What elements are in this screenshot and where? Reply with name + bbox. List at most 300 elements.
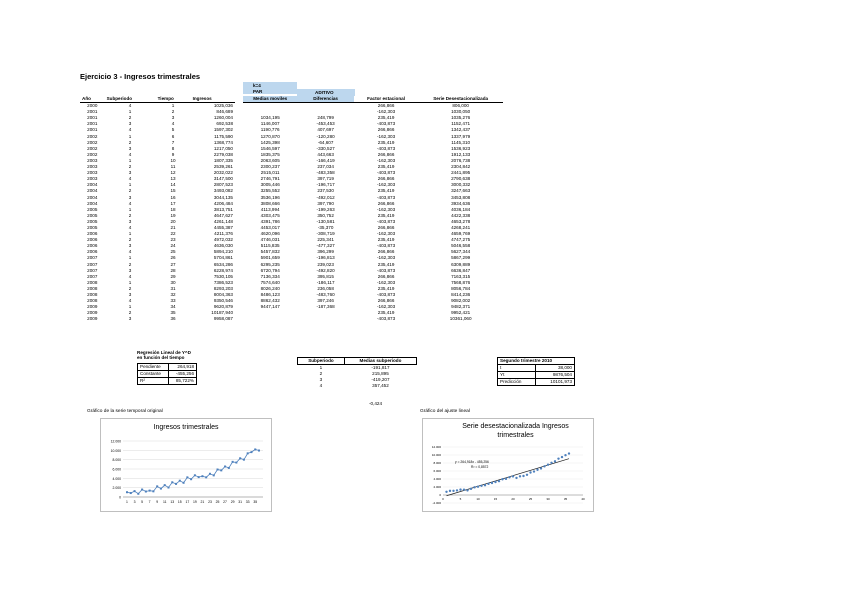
- cell-income: 3044,135: [213, 194, 233, 200]
- cell-year: 2008: [87, 285, 98, 291]
- cell-year: 2003: [87, 170, 98, 176]
- calc-row: [243, 103, 503, 110]
- cell-time: 7: [171, 139, 175, 145]
- prediction-label: t: [498, 365, 536, 372]
- cell-deseasonalized: 3934,636: [451, 200, 471, 206]
- cell-moving-avg: 9447,147: [260, 304, 280, 310]
- cell-seasonal-factor: 266,866: [377, 176, 395, 182]
- data-point: [194, 474, 196, 476]
- cell-subperiod: 2: [128, 237, 132, 243]
- cell-income: 8293,203: [213, 285, 233, 291]
- y-tick-label: 2.000: [112, 486, 121, 491]
- cell-income: 7530,105: [213, 273, 233, 279]
- cell-seasonal-factor: 266,866: [377, 200, 395, 206]
- header-subperiod-means: Medias subperiodo: [344, 358, 416, 365]
- cell-time: 3: [171, 115, 175, 121]
- cell-income: 846,689: [216, 109, 233, 115]
- y-tick-label: 10.000: [431, 453, 441, 458]
- data-point: [501, 478, 503, 480]
- cell-deseasonalized: 2790,638: [451, 176, 471, 182]
- cell-deseasonalized: 1536,923: [451, 145, 471, 151]
- data-point: [167, 487, 169, 489]
- data-point: [519, 475, 521, 477]
- data-point: [175, 483, 177, 485]
- regression-table: [137, 363, 197, 385]
- data-point: [459, 488, 461, 490]
- cell-year: 2005: [87, 212, 98, 218]
- cell-subperiod: 4: [128, 298, 132, 304]
- cell-seasonal-factor: 266,866: [377, 103, 395, 109]
- cell-seasonal-factor: -162,303: [377, 231, 396, 237]
- par-label: PAR: [253, 89, 263, 94]
- cell-time: 33: [170, 298, 176, 304]
- cell-subperiod: 4: [128, 200, 132, 206]
- data-point: [484, 484, 486, 486]
- regression-label: Pendiente: [138, 364, 169, 371]
- cell-subperiod: 1: [128, 304, 132, 310]
- cell-income: 6534,286: [213, 261, 233, 267]
- cell-deseasonalized: 9952,421: [451, 310, 471, 316]
- cell-subperiod: 3: [128, 145, 132, 151]
- cell-year: 2006: [87, 237, 98, 243]
- cell-deseasonalized: 2304,842: [451, 164, 471, 170]
- data-point: [224, 466, 226, 468]
- cell-moving-avg: [243, 316, 297, 322]
- cell-deseasonalized: 4036,184: [451, 206, 471, 212]
- cell-seasonal-factor: 235,419: [377, 212, 395, 218]
- cell-seasonal-factor: 235,419: [377, 139, 395, 145]
- cell-deseasonalized: 1030,050: [451, 109, 471, 115]
- header-differences: Diferencias: [297, 96, 353, 103]
- cell-subperiod: 3: [128, 243, 132, 249]
- right-chart-caption: Gráfico del ajuste lineal: [420, 409, 470, 414]
- cell-subperiod: 3: [128, 170, 132, 176]
- regression-label: R²: [138, 378, 169, 385]
- cell-seasonal-factor: -162,303: [377, 206, 396, 212]
- left-chart-svg: [101, 419, 271, 511]
- subperiod-mean: -191,817: [371, 365, 390, 371]
- cell-deseasonalized: 2441,895: [451, 170, 471, 176]
- data-point: [564, 454, 566, 456]
- cell-subperiod: 3: [128, 316, 132, 322]
- cell-moving-avg: 4391,786: [260, 218, 280, 224]
- cell-difference: 237,034: [317, 164, 334, 170]
- cell-income: 9620,879: [213, 304, 233, 310]
- cell-deseasonalized: 10361,060: [449, 316, 472, 322]
- header-moving-avg: Medias moviles: [243, 96, 297, 103]
- data-point: [498, 480, 500, 482]
- data-point: [130, 492, 132, 494]
- cell-moving-avg: 3808,666: [260, 200, 280, 206]
- y-tick-label: 4.000: [433, 477, 441, 482]
- regression-value: 85,722%: [169, 378, 197, 385]
- cell-moving-avg: 1425,398: [260, 139, 280, 145]
- data-point: [156, 485, 158, 487]
- data-point: [480, 485, 482, 487]
- cell-difference: 248,799: [317, 115, 334, 121]
- cell-difference: 396,299: [317, 249, 334, 255]
- cell-moving-avg: 8026,240: [260, 285, 280, 291]
- cell-income: 692,538: [216, 121, 233, 127]
- left-chart-frame: [100, 418, 272, 512]
- subperiod-table: [297, 357, 417, 389]
- header-year: Año: [80, 96, 105, 103]
- cell-time: 5: [171, 127, 175, 133]
- cell-moving-avg: 8862,432: [260, 298, 280, 304]
- cell-seasonal-factor: -162,303: [377, 133, 396, 139]
- y-tick-label: 10.000: [110, 448, 121, 453]
- cell-subperiod: 4: [128, 103, 132, 109]
- cell-deseasonalized: 6309,889: [451, 261, 471, 267]
- cell-moving-avg: 3005,446: [260, 182, 280, 188]
- cell-difference: 407,697: [317, 127, 334, 133]
- y-tick-label: 8.000: [433, 461, 441, 466]
- cell-seasonal-factor: -403,873: [377, 316, 396, 322]
- cell-time: 31: [170, 285, 176, 291]
- cell-seasonal-factor: 266,866: [377, 273, 395, 279]
- cell-income: 1025,036: [213, 103, 233, 109]
- trend-equation: y = 264,918x - 455,256: [455, 460, 489, 464]
- cell-time: 21: [170, 224, 176, 230]
- y-tick-label: 12.000: [431, 445, 441, 450]
- subperiod-header-row: [298, 358, 417, 365]
- cell-time: 29: [170, 273, 176, 279]
- prediction-title: Segundo trimestre 2010: [498, 358, 575, 365]
- data-point: [254, 448, 256, 450]
- cell-year: 2005: [87, 224, 98, 230]
- cell-time: 20: [170, 218, 176, 224]
- cell-difference: -477,327: [316, 243, 335, 249]
- cell-subperiod: 2: [128, 139, 132, 145]
- cell-seasonal-factor: 235,419: [377, 310, 395, 316]
- data-point: [550, 462, 552, 464]
- data-point: [561, 456, 563, 458]
- cell-year: 2005: [87, 218, 98, 224]
- cell-deseasonalized: 4653,278: [451, 218, 471, 224]
- calc-row: [243, 316, 503, 322]
- x-tick-label: 1: [126, 500, 128, 504]
- subperiod-index: 3: [319, 377, 323, 383]
- cell-difference: -196,813: [316, 255, 335, 261]
- cell-seasonal-factor: 235,419: [377, 237, 395, 243]
- regression-title-line1: Regresión Lineal de Y^D: [137, 350, 191, 355]
- cell-year: 2007: [87, 273, 98, 279]
- cell-moving-avg: 6720,794: [260, 267, 280, 273]
- data-point: [536, 469, 538, 471]
- data-point: [554, 460, 556, 462]
- cell-moving-avg: 5115,835: [260, 243, 280, 249]
- cell-income: 3147,500: [213, 176, 233, 182]
- cell-income: 4211,376: [214, 231, 233, 237]
- cell-seasonal-factor: 235,419: [377, 285, 395, 291]
- subperiod-index: 4: [319, 383, 323, 389]
- cell-seasonal-factor: 235,419: [377, 164, 395, 170]
- cell-seasonal-factor: 266,866: [377, 127, 395, 133]
- right-chart-title: Serie desestacionalizada Ingresos trimestrales: [462, 423, 569, 439]
- page-title: Ejercicio 3 - Ingresos trimestrales: [80, 72, 201, 81]
- cell-time: 8: [171, 145, 175, 151]
- cell-deseasonalized: 8414,236: [451, 292, 471, 297]
- cell-difference: -199,263: [316, 206, 335, 212]
- y-tick-label: 6.000: [112, 467, 121, 472]
- cell-deseasonalized: 1035,276: [451, 115, 471, 121]
- cell-time: 23: [170, 237, 176, 243]
- cell-seasonal-factor: -403,873: [377, 194, 396, 200]
- cell-seasonal-factor: -403,873: [377, 218, 396, 224]
- cell-subperiod: 4: [128, 127, 132, 133]
- subperiod-mean: 215,895: [372, 371, 389, 377]
- cell-year: 2006: [87, 231, 98, 237]
- regression-label: Constante: [138, 371, 169, 378]
- prediction-table: [497, 357, 575, 386]
- x-tick-label: 30: [546, 497, 550, 501]
- header-time: Tiempo: [156, 96, 191, 103]
- cell-year: 2009: [87, 304, 98, 310]
- data-point: [463, 488, 465, 490]
- data-point: [134, 490, 136, 492]
- cell-deseasonalized: 5627,344: [451, 249, 471, 255]
- data-point: [217, 468, 219, 470]
- cell-moving-avg: 1034,195: [260, 115, 280, 121]
- regression-row: [138, 371, 197, 378]
- cell-subperiod: 2: [128, 164, 132, 170]
- cell-moving-avg: 3255,552: [260, 188, 280, 194]
- cell-deseasonalized: 5867,299: [451, 255, 471, 261]
- cell-deseasonalized: 4747,275: [451, 237, 471, 243]
- prediction-value: 9876,504: [536, 372, 575, 379]
- cell-deseasonalized: 8056,784: [451, 285, 471, 291]
- cell-seasonal-factor: 266,866: [377, 298, 395, 304]
- data-point: [220, 469, 222, 471]
- cell-moving-avg: 4746,031: [260, 237, 280, 243]
- right-chart-svg: [423, 419, 593, 511]
- main-data-table: [80, 96, 235, 322]
- x-tick-label: 25: [215, 500, 220, 504]
- cell-time: 35: [170, 310, 176, 316]
- y-tick-label: 6.000: [433, 469, 441, 474]
- cell-year: 2003: [87, 164, 98, 170]
- data-point: [491, 482, 493, 484]
- data-point: [247, 452, 249, 454]
- cell-year: 2007: [87, 267, 98, 273]
- x-tick-label: 33: [245, 500, 250, 504]
- cell-time: 12: [170, 170, 176, 176]
- x-tick-label: 35: [253, 500, 258, 504]
- cell-moving-avg: 1546,597: [260, 145, 280, 151]
- data-point: [205, 476, 207, 478]
- x-tick-label: 40: [581, 497, 585, 501]
- subperiod-mean: 357,452: [372, 383, 389, 389]
- cell-difference: -453,453: [316, 121, 335, 127]
- cell-seasonal-factor: 266,866: [377, 151, 395, 157]
- cell-seasonal-factor: 266,866: [377, 249, 395, 255]
- cell-moving-avg: 1270,870: [260, 133, 280, 139]
- cell-deseasonalized: 1152,471: [451, 121, 471, 127]
- cell-income: 4206,484: [213, 200, 233, 206]
- header-subperiod: Subperiodo: [105, 96, 156, 103]
- cell-time: 24: [170, 243, 176, 249]
- cell-year: 2005: [87, 206, 98, 212]
- cell-deseasonalized: 7568,876: [451, 279, 471, 285]
- data-point: [232, 461, 234, 463]
- data-point: [543, 465, 545, 467]
- cell-time: 6: [171, 133, 175, 139]
- cell-subperiod: 3: [128, 267, 132, 273]
- cell-year: 2001: [87, 115, 98, 121]
- data-point: [487, 483, 489, 485]
- regression-value: 264,918: [169, 364, 197, 371]
- x-tick-label: 3: [133, 500, 136, 504]
- data-point: [466, 489, 468, 491]
- cell-time: 27: [170, 261, 176, 267]
- cell-moving-avg: 2746,791: [260, 176, 280, 182]
- x-tick-label: 7: [148, 500, 151, 504]
- cell-deseasonalized: 5046,558: [451, 243, 471, 249]
- cell-seasonal-factor: -403,873: [377, 267, 396, 273]
- cell-moving-avg: 3536,196: [260, 194, 280, 200]
- cell-deseasonalized: 4268,241: [451, 224, 471, 230]
- x-tick-label: 11: [162, 500, 167, 504]
- cell-difference: -120,280: [316, 133, 335, 139]
- subperiod-index: 1: [319, 365, 323, 371]
- x-tick-label: 35: [563, 497, 568, 501]
- cell-moving-avg: 1835,375: [260, 151, 280, 157]
- cell-subperiod: 2: [128, 212, 132, 218]
- cell-difference: -492,012: [316, 194, 335, 200]
- cell-difference: 239,023: [317, 261, 334, 267]
- cell-moving-avg: 8486,123: [260, 292, 280, 297]
- cell-year: 2009: [87, 310, 98, 316]
- data-point: [508, 476, 510, 478]
- prediction-value: 38,000: [536, 365, 575, 372]
- prediction-row: [498, 372, 575, 379]
- cell-seasonal-factor: -162,303: [377, 157, 396, 163]
- cell-subperiod: 4: [128, 224, 132, 230]
- k-label: k=4: [253, 83, 261, 88]
- data-point: [473, 486, 475, 488]
- trend-r2: R² = 0,8572: [471, 465, 489, 469]
- data-point: [529, 471, 531, 473]
- cell-income: 4636,030: [213, 243, 233, 249]
- cell-deseasonalized: 3453,808: [451, 194, 471, 200]
- cell-year: 2008: [87, 298, 98, 304]
- calc-table: [243, 96, 503, 322]
- cell-year: 2008: [87, 279, 98, 285]
- cell-deseasonalized: 7163,315: [451, 273, 471, 279]
- left-chart-caption: Gráfico de la serie temporal original: [87, 409, 163, 414]
- cell-year: 2009: [87, 316, 98, 322]
- cell-difference: -492,820: [316, 267, 335, 273]
- cell-difference: -308,719: [316, 231, 335, 237]
- cell-difference: -330,527: [316, 145, 335, 151]
- data-point: [522, 475, 524, 477]
- cell-year: 2002: [87, 151, 98, 157]
- x-tick-label: 5: [459, 497, 462, 501]
- data-point: [149, 490, 151, 492]
- cell-year: 2001: [87, 127, 98, 133]
- cell-moving-avg: [243, 103, 297, 110]
- data-point: [179, 480, 181, 482]
- cell-time: 11: [170, 164, 176, 170]
- data-point: [243, 459, 245, 461]
- cell-time: 1: [171, 103, 175, 109]
- data-point: [141, 489, 143, 491]
- cell-income: 2807,523: [213, 182, 233, 188]
- cell-subperiod: 2: [128, 115, 132, 121]
- cell-moving-avg: 7574,640: [260, 279, 280, 285]
- cell-seasonal-factor: -403,873: [377, 243, 396, 249]
- cell-difference: 397,790: [317, 200, 334, 206]
- data-point: [515, 477, 517, 479]
- cell-income: 3493,082: [213, 188, 233, 194]
- cell-time: 36: [170, 316, 176, 322]
- cell-deseasonalized: 2076,738: [451, 157, 471, 163]
- x-tick-label: 0: [442, 497, 444, 501]
- cell-time: 34: [170, 304, 176, 310]
- cell-year: 2002: [87, 133, 98, 139]
- x-tick-label: 29: [230, 500, 235, 504]
- subperiod-row: [298, 383, 417, 389]
- cell-deseasonalized: 9482,371: [451, 304, 471, 310]
- cell-time: 22: [170, 231, 176, 237]
- x-tick-label: 19: [192, 500, 197, 504]
- left-chart-title: Ingresos trimestrales: [153, 424, 219, 431]
- cell-year: 2004: [87, 182, 98, 188]
- cell-year: 2002: [87, 139, 98, 145]
- cell-seasonal-factor: 235,419: [377, 261, 395, 267]
- cell-difference: 397,719: [317, 176, 334, 182]
- cell-moving-avg: 4303,475: [260, 212, 280, 218]
- data-point: [557, 457, 559, 459]
- cell-income: 1217,050: [213, 145, 233, 151]
- regression-value: -455,256: [169, 371, 197, 378]
- cell-subperiod: 1: [128, 133, 132, 139]
- data-point: [540, 467, 542, 469]
- cell-seasonal-factor: 235,419: [377, 115, 395, 121]
- prediction-title-row: [498, 358, 575, 365]
- cell-deseasonalized: 806,000: [452, 103, 469, 109]
- data-point: [456, 489, 458, 491]
- cell-moving-avg: 4453,017: [260, 224, 280, 230]
- cell-income: 8004,363: [213, 292, 233, 297]
- cell-time: 28: [170, 267, 176, 273]
- cell-difference: 395,815: [317, 273, 334, 279]
- data-point: [239, 457, 241, 459]
- cell-income: 2032,022: [213, 170, 233, 176]
- cell-difference: -130,581: [316, 218, 335, 224]
- cell-difference: 237,530: [317, 188, 334, 194]
- cell-subperiod: 2: [128, 261, 132, 267]
- data-point: [152, 490, 154, 492]
- cell-difference: 397,246: [317, 298, 334, 304]
- x-tick-label: 9: [156, 500, 159, 504]
- calc-header-row: [243, 96, 503, 103]
- cell-moving-avg: 1146,007: [260, 121, 280, 127]
- data-point: [235, 462, 237, 464]
- cell-year: 2001: [87, 121, 98, 127]
- cell-subperiod: 2: [128, 188, 132, 194]
- cell-deseasonalized: 3247,663: [451, 188, 471, 194]
- cell-difference: 350,752: [317, 212, 334, 218]
- x-tick-label: 21: [200, 500, 205, 504]
- cell-time: 26: [170, 255, 176, 261]
- data-point: [137, 493, 139, 495]
- cell-deseasonalized: 1912,133: [451, 151, 471, 157]
- data-point: [258, 450, 260, 452]
- cell-seasonal-factor: -162,303: [377, 279, 396, 285]
- cell-deseasonalized: 1145,310: [451, 139, 471, 145]
- data-point: [171, 481, 173, 483]
